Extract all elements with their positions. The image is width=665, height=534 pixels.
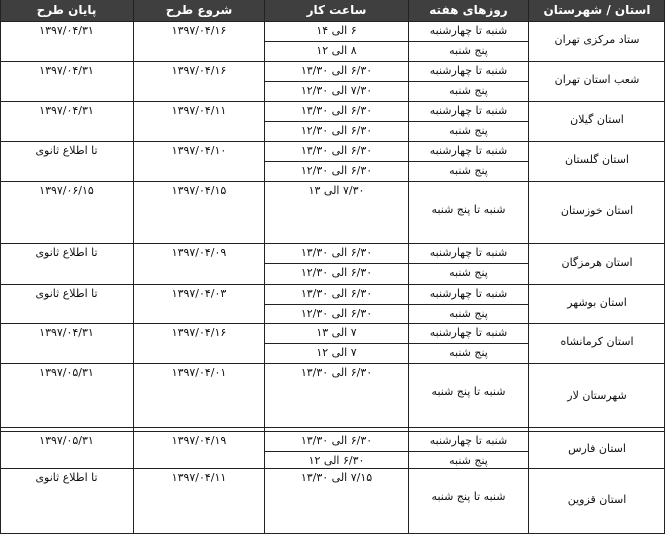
row-separator xyxy=(0,468,665,469)
start-date: ۱۳۹۷/۰۴/۰۹ xyxy=(171,246,227,259)
end-date: ۱۳۹۷/۰۶/۱۵ xyxy=(39,184,94,197)
work-hours: ۶/۳۰ الی ۱۳/۳۰ xyxy=(300,64,373,77)
end-date: تا اطلاع ثانوی xyxy=(35,471,98,484)
work-hours: ۸ الی ۱۲ xyxy=(316,44,357,57)
row-separator xyxy=(0,431,665,432)
start-date: ۱۳۹۷/۰۴/۱۶ xyxy=(171,326,227,339)
work-hours: ۷/۳۰ الی ۱۳ xyxy=(308,184,365,197)
row-separator xyxy=(0,21,665,22)
start-date: ۱۳۹۷/۰۴/۱۵ xyxy=(171,184,227,197)
work-hours: ۶/۳۰ الی ۱۳/۳۰ xyxy=(300,434,373,447)
province-name: ستاد مرکزی تهران xyxy=(554,33,640,46)
subrow-separator xyxy=(265,121,529,122)
subrow-separator xyxy=(265,41,529,42)
header-hours: ساعت کار xyxy=(265,0,408,21)
province-name: استان فارس xyxy=(568,442,626,455)
weekdays: شنبه تا پنج شنبه xyxy=(431,385,506,398)
row-separator xyxy=(0,323,665,324)
work-hours: ۶/۳۰ الی ۱۳/۳۰ xyxy=(300,366,373,379)
work-hours: ۷ الی ۱۳ xyxy=(316,326,357,339)
end-date: ۱۳۹۷/۰۵/۳۱ xyxy=(39,366,94,379)
weekdays: پنج شنبه xyxy=(449,44,488,57)
work-hours: ۷/۱۵ الی ۱۳/۳۰ xyxy=(300,471,373,484)
work-hours: ۶/۳۰ الی ۱۲/۳۰ xyxy=(300,266,373,279)
row-separator xyxy=(0,101,665,102)
work-hours: ۶/۳۰ الی ۱۲/۳۰ xyxy=(300,124,373,137)
subrow-separator xyxy=(265,81,529,82)
weekdays: پنج شنبه xyxy=(449,84,488,97)
weekdays: شنبه تا چهارشنبه xyxy=(429,24,508,37)
province-name: استان گیلان xyxy=(570,113,624,126)
row-separator-double xyxy=(0,427,665,428)
province-name: شهرستان لار xyxy=(567,389,627,402)
start-date: ۱۳۹۷/۰۴/۱۶ xyxy=(171,64,227,77)
subrow-separator xyxy=(265,304,529,305)
province-name: شعب استان تهران xyxy=(554,73,640,86)
start-date: ۱۳۹۷/۰۴/۱۹ xyxy=(171,434,227,447)
grid-vline xyxy=(0,0,1,534)
weekdays: پنج شنبه xyxy=(449,346,488,359)
header-end: پایان طرح xyxy=(0,0,133,21)
work-hours: ۶/۳۰ الی ۱۳/۳۰ xyxy=(300,144,373,157)
subrow-separator xyxy=(265,161,529,162)
province-name: استان بوشهر xyxy=(567,296,627,309)
row-separator xyxy=(0,141,665,142)
grid-vline xyxy=(133,0,134,534)
row-separator xyxy=(0,243,665,244)
header-province: استان / شهرستان xyxy=(529,0,665,21)
end-date: ۱۳۹۷/۰۴/۳۱ xyxy=(39,24,94,37)
work-hours: ۷ الی ۱۲ xyxy=(316,346,357,359)
end-date: ۱۳۹۷/۰۴/۳۱ xyxy=(39,104,94,117)
weekdays: شنبه تا پنج شنبه xyxy=(431,490,506,503)
subrow-separator xyxy=(265,451,529,452)
weekdays: پنج شنبه xyxy=(449,266,488,279)
start-date: ۱۳۹۷/۰۴/۰۱ xyxy=(171,366,227,379)
weekdays: پنج شنبه xyxy=(449,454,488,467)
header-start: شروع طرح xyxy=(134,0,264,21)
weekdays: پنج شنبه xyxy=(449,307,488,320)
work-hours: ۶/۳۰ الی ۱۲ xyxy=(308,454,365,467)
subrow-separator xyxy=(265,263,529,264)
start-date: ۱۳۹۷/۰۴/۱۱ xyxy=(171,104,227,117)
subrow-separator xyxy=(265,343,529,344)
row-separator xyxy=(0,363,665,364)
work-hours: ۶/۳۰ الی ۱۲/۳۰ xyxy=(300,307,373,320)
weekdays: شنبه تا چهارشنبه xyxy=(429,104,508,117)
weekdays: شنبه تا چهارشنبه xyxy=(429,287,508,300)
work-hours: ۶ الی ۱۴ xyxy=(316,24,357,37)
end-date: ۱۳۹۷/۰۴/۳۱ xyxy=(39,64,94,77)
row-separator xyxy=(0,61,665,62)
end-date: تا اطلاع ثانوی xyxy=(35,144,98,157)
work-hours: ۶/۳۰ الی ۱۳/۳۰ xyxy=(300,246,373,259)
weekdays: پنج شنبه xyxy=(449,124,488,137)
work-hours: ۶/۳۰ الی ۱۳/۳۰ xyxy=(300,287,373,300)
weekdays: شنبه تا چهارشنبه xyxy=(429,246,508,259)
work-hours: ۶/۳۰ الی ۱۲/۳۰ xyxy=(300,164,373,177)
row-separator xyxy=(0,181,665,182)
province-name: استان هرمزگان xyxy=(561,256,633,269)
weekdays: پنج شنبه xyxy=(449,164,488,177)
start-date: ۱۳۹۷/۰۴/۱۱ xyxy=(171,471,227,484)
province-name: استان خوزستان xyxy=(560,204,634,217)
province-name: استان گلستان xyxy=(565,153,629,166)
work-hours: ۶/۳۰ الی ۱۳/۳۰ xyxy=(300,104,373,117)
start-date: ۱۳۹۷/۰۴/۱۶ xyxy=(171,24,227,37)
end-date: ۱۳۹۷/۰۵/۳۱ xyxy=(39,434,94,447)
start-date: ۱۳۹۷/۰۴/۰۳ xyxy=(171,287,227,300)
row-separator xyxy=(0,284,665,285)
weekdays: شنبه تا چهارشنبه xyxy=(429,64,508,77)
weekdays: شنبه تا پنج شنبه xyxy=(431,203,506,216)
province-name: استان قزوین xyxy=(567,493,627,506)
province-name: استان کرمانشاه xyxy=(560,335,634,348)
header-days: روزهای هفته xyxy=(409,0,528,21)
start-date: ۱۳۹۷/۰۴/۱۰ xyxy=(171,144,227,157)
end-date: تا اطلاع ثانوی xyxy=(35,287,98,300)
weekdays: شنبه تا چهارشنبه xyxy=(429,326,508,339)
weekdays: شنبه تا چهارشنبه xyxy=(429,144,508,157)
end-date: ۱۳۹۷/۰۴/۳۱ xyxy=(39,326,94,339)
end-date: تا اطلاع ثانوی xyxy=(35,246,98,259)
work-hours: ۷/۳۰ الی ۱۲/۳۰ xyxy=(300,84,373,97)
weekdays: شنبه تا چهارشنبه xyxy=(429,434,508,447)
